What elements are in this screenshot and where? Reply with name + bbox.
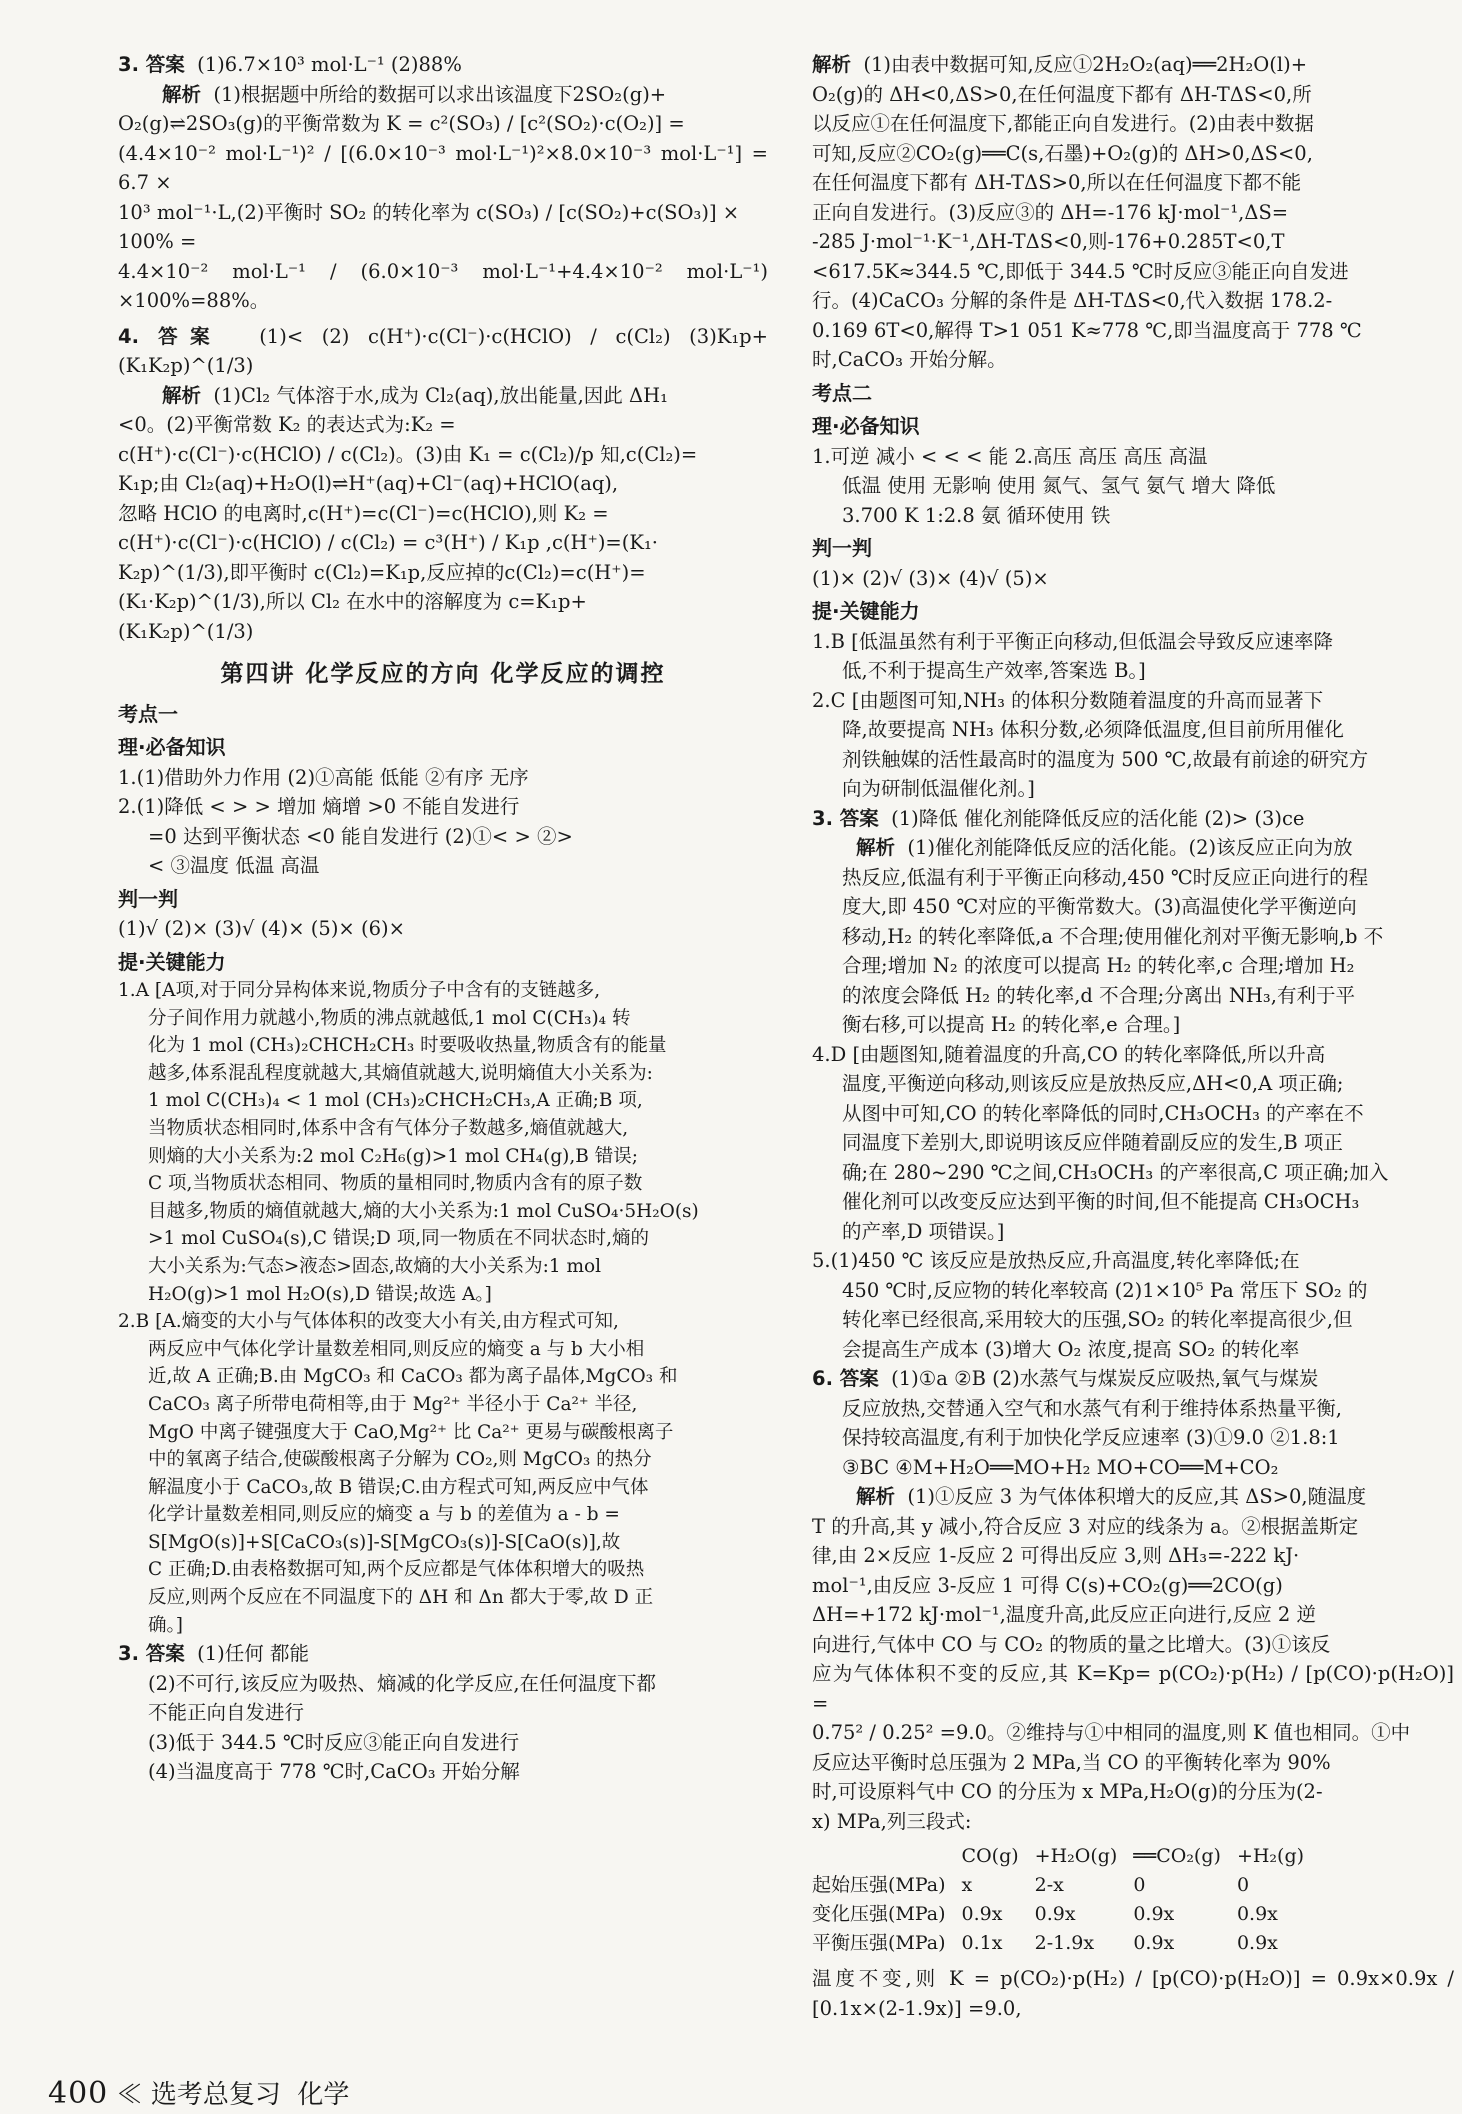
text-line: (K₁K₂p)^(1/3): [118, 619, 254, 643]
text-line: ③BC ④M+H₂O══MO+H₂ MO+CO══M+CO₂: [842, 1455, 1279, 1479]
text-line: 2.C [由题图可知,NH₃ 的体积分数随着温度的升高而显著下: [812, 688, 1324, 712]
text-line: 温度,平衡逆向移动,则该反应是放热反应,ΔH<0,A 项正确;: [842, 1072, 1344, 1095]
text-line: (K₁·K₂p)^(1/3),所以 Cl₂ 在水中的溶解度为 c=K₁p+: [118, 590, 587, 613]
text-line: 合理;增加 N₂ 的浓度可以提高 H₂ 的转化率,c 合理;增加 H₂: [842, 954, 1355, 977]
answer-3b-line: [118, 1639, 768, 1669]
ice-cell: 2-1.9x: [1034, 1932, 1095, 1954]
ice-cell: 0.1x: [961, 1932, 1003, 1954]
text-line: 目越多,物质的熵值就越大,熵的大小关系为:1 mol CuSO₄·5H₂O(s): [148, 1200, 699, 1222]
text-line: 催化剂可以改变反应达到平衡的时间,但不能提高 CH₃OCH₃: [842, 1190, 1360, 1213]
text-line: 100% =: [118, 230, 197, 253]
answer-3-line: [812, 804, 1454, 834]
analysis-label: 解析: [856, 836, 896, 859]
text-line: (4)当温度高于 778 ℃时,CaCO₃ 开始分解: [148, 1760, 520, 1784]
text-line: <0。(2)平衡常数 K₂ 的表达式为:K₂ =: [118, 413, 456, 436]
table-row: [812, 1929, 1320, 1958]
text-line: 可知,反应②CO₂(g)══C(s,石墨)+O₂(g)的 ΔH>0,ΔS<0,: [812, 141, 1313, 165]
section-heading: 考点二: [812, 380, 872, 405]
text-line: 向为研制低温催化剂。]: [842, 777, 1035, 800]
table-row: [812, 1900, 1320, 1929]
text-line: 0.169 6T<0,解得 T>1 051 K≈778 ℃,即当温度高于 778 ℃: [812, 318, 1362, 342]
analysis-3: [812, 833, 1454, 863]
ice-cell: 0.9x: [1236, 1903, 1278, 1925]
text-line: (1)由表中数据可知,反应①2H₂O₂(aq)══2H₂O(l)+: [863, 53, 1308, 76]
text-line: MgO 中离子键强度大于 CaO,Mg²⁺ 比 Ca²⁺ 更易与碳酸根离子: [148, 1421, 674, 1443]
text-line: 从图中可知,CO 的转化率降低的同时,CH₃OCH₃ 的产率在不: [842, 1101, 1364, 1125]
ice-cell: 0.9x: [1133, 1932, 1175, 1954]
text-line: (3)低于 344.5 ℃时反应③能正向自发进行: [148, 1730, 520, 1754]
ice-cell: 0.9x: [1236, 1932, 1278, 1954]
left-column: [118, 50, 768, 1787]
text-line: 4.4×10⁻² mol·L⁻¹ / (6.0×10⁻³ mol·L⁻¹+4.4×10⁻² mol·L⁻¹) ×100%=88%。: [118, 259, 768, 312]
text-line: 不能正向自发进行: [148, 1701, 305, 1725]
ice-cell: 平衡压强(MPa): [812, 1932, 946, 1954]
ice-cell: CO(g): [961, 1845, 1019, 1867]
subject-label: 化学: [297, 2080, 350, 2110]
text-line: 衡右移,可以提高 H₂ 的转化率,e 合理。]: [842, 1013, 1181, 1036]
ice-cell: +H₂O(g): [1034, 1845, 1118, 1867]
text-line: 1.可逆 减小 < < < 能 2.高压 高压 高压 高温: [812, 444, 1208, 468]
text-line: 会提高生产成本 (3)增大 O₂ 浓度,提高 SO₂ 的转化率: [842, 1337, 1300, 1361]
text-line: c(H⁺)·c(Cl⁻)·c(HClO) / c(Cl₂) = c³(H⁺) / K₁p ,c(H⁺)=(K₁·: [118, 531, 658, 554]
table-row: [812, 1871, 1320, 1900]
subsection-heading: 理·必备知识: [118, 735, 226, 759]
text-line: (4.4×10⁻² mol·L⁻¹)² / [(6.0×10⁻³ mol·L⁻¹)²×8.0×10⁻³ mol·L⁻¹] = 6.7 ×: [118, 141, 768, 194]
answer-4-line: [118, 322, 768, 381]
text-line: 4.D [由题图知,随着温度的升高,CO 的转化率降低,所以升高: [812, 1042, 1326, 1066]
text-line: H₂O(g)>1 mol H₂O(s),D 错误;故选 A。]: [148, 1283, 492, 1305]
text-line: T 的升高,其 y 减小,符合反应 3 对应的线条为 a。②根据盖斯定: [812, 1514, 1359, 1538]
text-line: 在任何温度下都有 ΔH-TΔS>0,所以在任何温度下都不能: [812, 171, 1302, 194]
answer-text: (1)< (2) c(H⁺)·c(Cl⁻)·c(HClO) / c(Cl₂) (3)K₁p+(K₁K₂p)^(1/3): [118, 324, 769, 377]
lecture-title: 第四讲 化学反应的方向 化学反应的调控: [220, 661, 666, 687]
text-line: C 项,当物质状态相同、物质的量相同时,物质内含有的原子数: [148, 1173, 643, 1195]
text-line: 10³ mol⁻¹·L,(2)平衡时 SO₂ 的转化率为 c(SO₃) / [c(SO₂)+c(SO₃)] ×: [118, 200, 740, 224]
judgement-line: (1)√ (2)× (3)√ (4)× (5)× (6)×: [118, 917, 405, 940]
text-line: 2.(1)降低 < > > 增加 熵增 >0 不能自发进行: [118, 795, 520, 818]
text-line: 大小关系为:气态>液态>固态,故熵的大小关系为:1 mol: [148, 1255, 602, 1277]
answer-text: (1)6.7×10³ mol·L⁻¹ (2)88%: [197, 53, 462, 76]
answer-text: (1)降低 催化剂能降低反应的活化能 (2)> (3)ce: [891, 806, 1305, 830]
text-line: (1)根据题中所给的数据可以求出该温度下2SO₂(g)+: [213, 82, 667, 106]
ice-cell: 0.9x: [1133, 1903, 1175, 1925]
analysis-label: 解析: [162, 82, 202, 106]
ice-cell: 0: [1236, 1874, 1250, 1896]
text-line: 正向自发进行。(3)反应③的 ΔH=-176 kJ·mol⁻¹,ΔS=: [812, 200, 1289, 224]
text-line: 当物质状态相同时,体系中含有气体分子数越多,熵值就越大,: [148, 1117, 629, 1139]
section-heading: 考点一: [118, 701, 178, 726]
analysis-label: 解析: [812, 53, 852, 76]
text-line: (1)①a ②B (2)水蒸气与煤炭反应吸热,氧气与煤炭: [891, 1367, 1319, 1390]
text-line: 2.B [A.熵变的大小与气体体积的改变大小有关,由方程式可知,: [118, 1311, 619, 1333]
analysis-3: [118, 80, 768, 110]
text-line: O₂(g)⇌2SO₃(g)的平衡常数为 K = c²(SO₃) / [c²(SO₂)·c(O₂)] =: [118, 112, 685, 135]
text-line: ΔH=+172 kJ·mol⁻¹,温度升高,此反应正向进行,反应 2 逆: [812, 1603, 1316, 1626]
text-line: 中的氧离子结合,使碳酸根离子分解为 CO₂,则 MgCO₃ 的热分: [148, 1449, 652, 1471]
ice-header-row: [812, 1842, 1320, 1871]
text-line: 低,不利于提高生产效率,答案选 B。]: [842, 659, 1146, 682]
text-line: 越多,体系混乱程度就越大,其熵值就越大,说明熵值大小关系为:: [148, 1062, 653, 1084]
text-line: C 正确;D.由表格数据可知,两个反应都是气体体积增大的吸热: [148, 1559, 645, 1581]
text-line: 应为气体体积不变的反应,其 K=Kp= p(CO₂)·p(H₂) / [p(CO)·p(H₂O)] =: [812, 1662, 1454, 1715]
text-line: 450 ℃时,反应物的转化率较高 (2)1×10⁵ Pa 常压下 SO₂ 的: [842, 1278, 1368, 1302]
question-1-block: [118, 977, 768, 1308]
text-line: (1)Cl₂ 气体溶于水,成为 Cl₂(aq),放出能量,因此 ΔH₁: [213, 383, 668, 407]
answer-label: 6. 答案: [812, 1367, 879, 1390]
text-line: 律,由 2×反应 1-反应 2 可得出反应 3,则 ΔH₃=-222 kJ·: [812, 1544, 1300, 1567]
text-line: S[MgO(s)]+S[CaCO₃(s)]-S[MgCO₃(s)]-S[CaO(s)],故: [148, 1531, 621, 1553]
text-line: 1.B [低温虽然有利于平衡正向移动,但低温会导致反应速率降: [812, 629, 1333, 653]
text-line: c(H⁺)·c(Cl⁻)·c(HClO) / c(Cl₂)。(3)由 K₁ = c(Cl₂)/p 知,c(Cl₂)=: [118, 442, 698, 466]
answer-label: 3. 答案: [118, 53, 185, 76]
text-line: 降,故要提高 NH₃ 体积分数,必须降低温度,但目前所用催化: [842, 718, 1344, 741]
subsection-heading: 判一判: [118, 886, 178, 911]
ice-cell: ══CO₂(g): [1133, 1845, 1221, 1867]
text-line: 向进行,气体中 CO 与 CO₂ 的物质的量之比增大。(3)①该反: [812, 1632, 1331, 1656]
text-line: 热反应,低温有利于平衡正向移动,450 ℃时反应正向进行的程: [842, 865, 1369, 889]
text-line: 反应达平衡时总压强为 2 MPa,当 CO 的平衡转化率为 90%: [812, 1750, 1331, 1774]
answer-label: 3. 答案: [812, 806, 879, 830]
analysis-label: 解析: [162, 383, 202, 407]
text-line: CaCO₃ 离子所带电荷相等,由于 Mg²⁺ 半径小于 Ca²⁺ 半径,: [148, 1393, 638, 1415]
judgement-line: (1)× (2)√ (3)× (4)√ (5)×: [812, 566, 1049, 590]
question-2-block: [118, 1308, 768, 1639]
text-line: 保持较高温度,有利于加快化学反应速率 (3)①9.0 ②1.8:1: [842, 1426, 1340, 1449]
text-line: 时,CaCO₃ 开始分解。: [812, 348, 1007, 371]
subsection-heading: 判一判: [812, 536, 872, 560]
text-line: 低温 使用 无影响 使用 氮气、氢气 氨气 增大 降低: [842, 474, 1276, 497]
text-line: 5.(1)450 ℃ 该反应是放热反应,升高温度,转化率降低;在: [812, 1249, 1300, 1272]
subsection-heading: 提·关键能力: [118, 949, 226, 974]
text-line: 的浓度会降低 H₂ 的转化率,d 不合理;分离出 NH₃,有利于平: [842, 983, 1355, 1007]
text-line: 3.700 K 1:2.8 氨 循环使用 铁: [842, 503, 1111, 527]
text-line: 1.(1)借助外力作用 (2)①高能 低能 ②有序 无序: [118, 765, 529, 789]
text-line: (1)任何 都能: [197, 1642, 309, 1666]
answer-3-line: [118, 50, 768, 80]
text-line: K₂p)^(1/3),即平衡时 c(Cl₂)=K₁p,反应掉的c(Cl₂)=c(H⁺)=: [118, 560, 646, 584]
analysis-4: [118, 381, 768, 411]
text-line: 剂铁触媒的活性最高时的温度为 500 ℃,故最有前途的研究方: [842, 747, 1369, 771]
text-line: mol⁻¹,由反应 3-反应 1 可得 C(s)+CO₂(g)══2CO(g): [812, 1573, 1283, 1597]
text-line: 确;在 280~290 ℃之间,CH₃OCH₃ 的产率很高,C 项正确;加入: [842, 1160, 1389, 1184]
text-line: 化为 1 mol (CH₃)₂CHCH₂CH₃ 时要吸收热量,物质含有的能量: [148, 1035, 667, 1057]
text-line: 0.75² / 0.25² =9.0。②维持与①中相同的温度,则 K 值也相同。①中: [812, 1721, 1411, 1744]
text-line: 分子间作用力就越小,物质的沸点就越低,1 mol C(CH₃)₄ 转: [148, 1007, 631, 1029]
text-line: K₁p;由 Cl₂(aq)+H₂O(l)⇌H⁺(aq)+Cl⁻(aq)+HClO(aq),: [118, 472, 619, 495]
text-line: >1 mol CuSO₄(s),C 错误;D 项,同一物质在不同状态时,熵的: [148, 1228, 650, 1250]
analysis-6: [812, 1482, 1454, 1512]
chevron-left-icon: ≪: [116, 2080, 143, 2110]
text-line: 度大,即 450 ℃对应的平衡常数大。(3)高温使化学平衡逆向: [842, 895, 1357, 918]
text-line: (1)催化剂能降低反应的活化能。(2)该反应正向为放: [907, 836, 1353, 859]
ice-cell: 变化压强(MPa): [812, 1903, 946, 1925]
text-line: < ③温度 低温 高温: [148, 854, 320, 877]
text-line: 移动,H₂ 的转化率降低,a 不合理;使用催化剂对平衡无影响,b 不: [842, 924, 1384, 948]
analysis-continued: [812, 50, 1454, 80]
text-line: 的产率,D 项错误。]: [842, 1219, 1005, 1243]
text-line: =0 达到平衡状态 <0 能自发进行 (2)①< > ②>: [148, 824, 573, 848]
text-line: (1)①反应 3 为气体体积增大的反应,其 ΔS>0,随温度: [907, 1485, 1367, 1508]
text-line: 两反应中气体化学计量数差相同,则反应的熵变 a 与 b 大小相: [148, 1338, 645, 1360]
text-line: 化学计量数差相同,则反应的熵变 a 与 b 的差值为 a - b =: [148, 1504, 620, 1526]
text-line: 行。(4)CaCO₃ 分解的条件是 ΔH-TΔS<0,代入数据 178.2-: [812, 289, 1333, 312]
answer-label: 3. 答案: [118, 1642, 185, 1666]
ice-cell: 2-x: [1034, 1874, 1064, 1896]
analysis-label: 解析: [856, 1485, 896, 1508]
text-line: 确。]: [148, 1614, 183, 1636]
text-line: 反应放热,交替通入空气和水蒸气有利于维持体系热量平衡,: [842, 1396, 1342, 1420]
text-line: -285 J·mol⁻¹·K⁻¹,ΔH-TΔS<0,则-176+0.285T<0,T: [812, 230, 1285, 253]
text-line: (2)不可行,该反应为吸热、熵减的化学反应,在任何温度下都: [148, 1671, 657, 1695]
text-line: 则熵的大小关系为:2 mol C₂H₆(g)>1 mol CH₄(g),B 错误;: [148, 1145, 638, 1167]
text-line: 解温度小于 CaCO₃,故 B 错误;C.由方程式可知,两反应中气体: [148, 1476, 649, 1498]
subsection-heading: 提·关键能力: [812, 599, 920, 623]
ice-cell: 起始压强(MPa): [812, 1874, 946, 1896]
ice-cell: 0.9x: [961, 1903, 1003, 1925]
text-line: 近,故 A 正确;B.由 MgCO₃ 和 CaCO₃ 都为离子晶体,MgCO₃ 和: [148, 1366, 678, 1388]
answer-6-line: [812, 1364, 1454, 1394]
text-line: 转化率已经很高,采用较大的压强,SO₂ 的转化率提高很少,但: [842, 1308, 1353, 1331]
text-line: 以反应①在任何温度下,都能正向自发进行。(2)由表中数据: [812, 112, 1314, 135]
text-line: 温度不变,则 K = p(CO₂)·p(H₂) / [p(CO)·p(H₂O)] = 0.9x×0.9x / [0.1x×(2-1.9x)] =9.0,: [812, 1967, 1454, 2020]
page-number: 400: [48, 2076, 109, 2111]
page-footer: [48, 2074, 349, 2111]
text-line: 反应,则两个反应在不同温度下的 ΔH 和 Δn 都大于零,故 D 正: [148, 1587, 654, 1609]
answer-label: 4. 答案: [118, 324, 222, 348]
subsection-heading: 理·必备知识: [812, 414, 920, 438]
ice-cell: +H₂(g): [1236, 1845, 1305, 1867]
text-line: 1 mol C(CH₃)₄ < 1 mol (CH₃)₂CHCH₂CH₃,A 正确;B 项,: [148, 1090, 643, 1112]
text-line: <617.5K≈344.5 ℃,即低于 344.5 ℃时反应③能正向自发进: [812, 259, 1349, 283]
ice-cell: [812, 1842, 962, 1871]
book-title: 选考总复习: [150, 2080, 281, 2110]
text-line: 同温度下差别大,即说明该反应伴随着副反应的发生,B 项正: [842, 1131, 1343, 1154]
ice-cell: 0: [1133, 1874, 1146, 1896]
ice-cell: x: [961, 1874, 973, 1896]
ice-table: [812, 1842, 1320, 1958]
text-line: 忽略 HClO 的电离时,c(H⁺)=c(Cl⁻)=c(HClO),则 K₂ =: [118, 501, 609, 525]
ice-cell: 0.9x: [1034, 1903, 1076, 1925]
text-line: 1.A [A项,对于同分异构体来说,物质分子中含有的支链越多,: [118, 980, 601, 1001]
text-line: x) MPa,列三段式:: [812, 1809, 972, 1833]
right-column: [812, 50, 1454, 2023]
text-line: O₂(g)的 ΔH<0,ΔS>0,在任何温度下都有 ΔH-TΔS<0,所: [812, 82, 1312, 106]
text-line: 时,可设原料气中 CO 的分压为 x MPa,H₂O(g)的分压为(2-: [812, 1780, 1323, 1803]
